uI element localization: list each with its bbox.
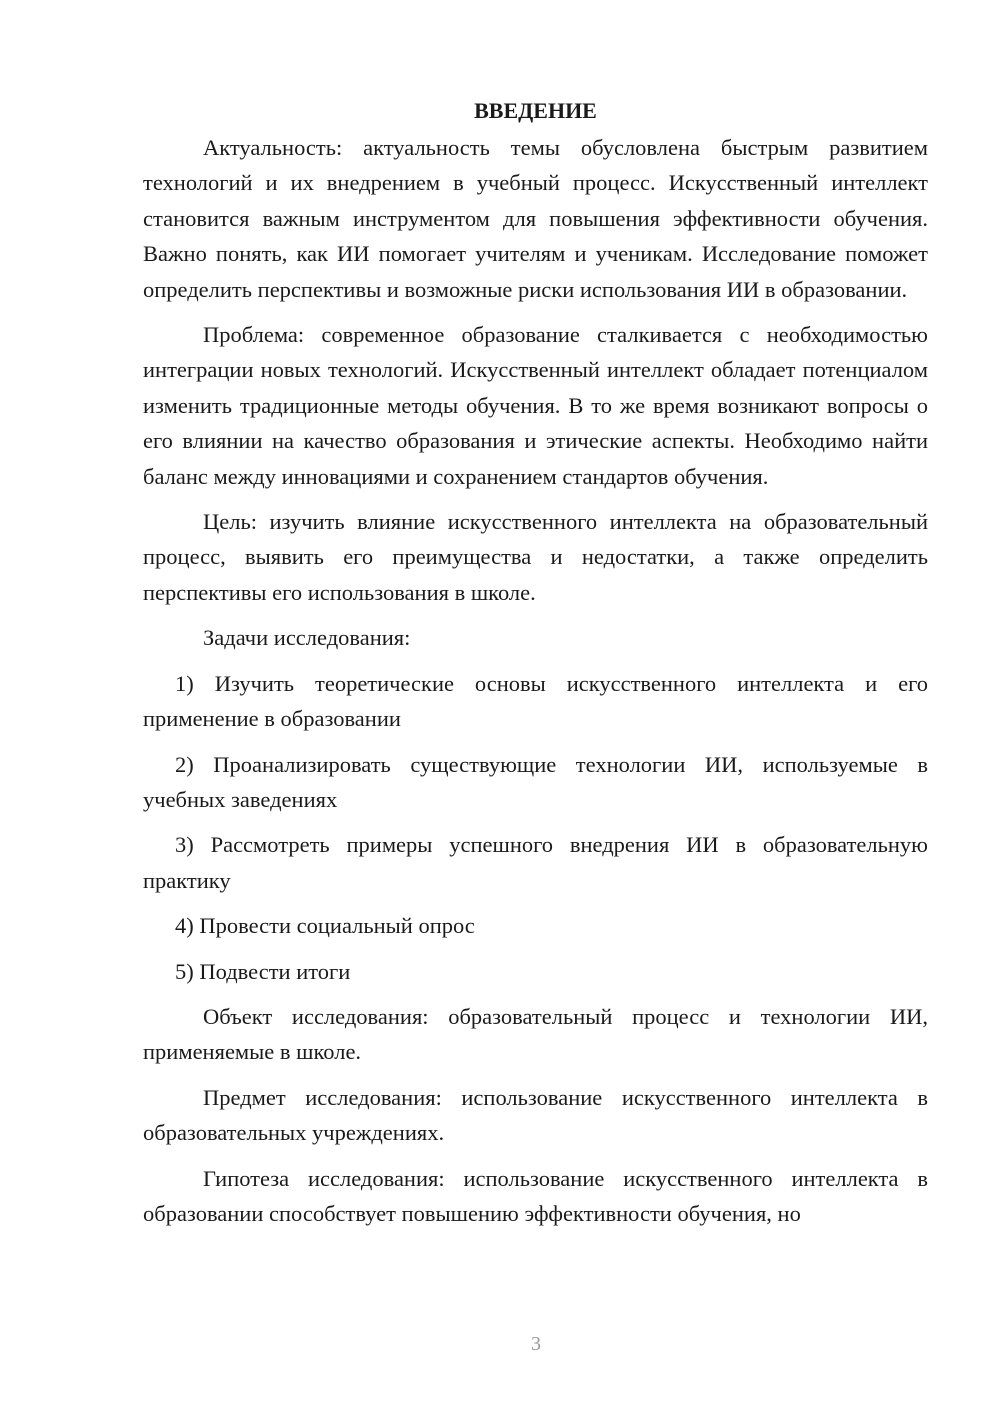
page-number: 3: [531, 1333, 541, 1355]
list-item: 2) Проанализировать существующие технологии ИИ, используемые в учебных заведениях: [143, 751, 928, 812]
hypothesis-paragraph: Гипотеза исследования: использование искусственного интеллекта в образовании способствует повышению эффективности обучения, но: [143, 1165, 928, 1226]
document-page: [143, 92, 928, 1231]
list-item: 3) Рассмотреть примеры успешного внедрения ИИ в образовательную практику: [143, 832, 928, 893]
subject-paragraph: Предмет исследования: использование искусственного интеллекта в образовательных учреждениях.: [143, 1084, 928, 1146]
page-title: ВВЕДЕНИЕ: [474, 98, 597, 123]
problem-paragraph: Проблема: современное образование сталкивается с необходимостью интеграции новых технологий. Искусственный интеллект обладает потенциалом изменить традиционные методы обучения. В то же время возникают вопросы о его влиянии на качество образования и этические аспекты. Необходимо найти баланс между инновациями и сохранением стандартов обучения.: [143, 322, 928, 489]
list-item: 1) Изучить теоретические основы искусственного интеллекта и его применение в образовании: [143, 670, 928, 732]
tasks-heading: Задачи исследования:: [203, 625, 411, 651]
list-item: 4) Провести социальный опрос: [175, 913, 475, 939]
object-paragraph: Объект исследования: образовательный процесс и технологии ИИ, применяемые в школе.: [143, 1003, 928, 1065]
goal-paragraph: Цель: изучить влияние искусственного интеллекта на образовательный процесс, выявить его преимущества и недостатки, а также определить перспективы его использования в школе.: [143, 509, 928, 605]
relevance-paragraph: Актуальность: актуальность темы обусловлена быстрым развитием технологий и их внедрением в учебный процесс. Искусственный интеллект становится важным инструментом для повышения эффективности обучения. Важно понять, как ИИ помогает учителям и ученикам. Исследование поможет определить перспективы и возможные риски использования ИИ в образовании.: [143, 135, 928, 302]
list-item: 5) Подвести итоги: [175, 958, 351, 984]
